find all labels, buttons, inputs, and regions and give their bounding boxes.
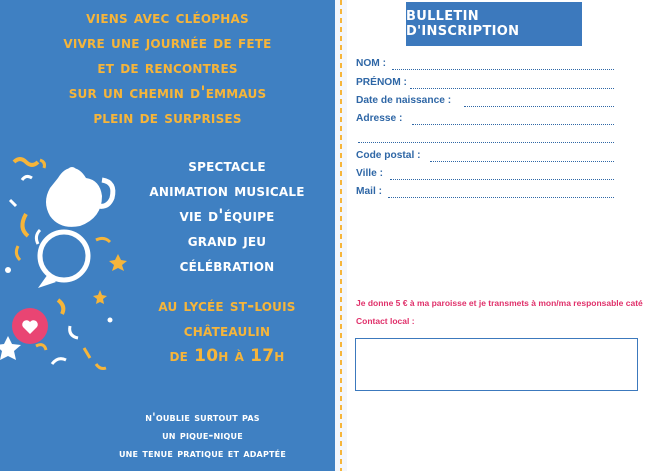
- activity-item: célébration: [179, 256, 275, 276]
- intro-line: sur un chemin d'emmaus: [68, 83, 267, 103]
- field-label-adresse: Adresse :: [356, 113, 403, 124]
- field-label-ville: Ville :: [356, 168, 383, 179]
- location-line: au lycée st-louis: [158, 296, 296, 316]
- field-line-ville[interactable]: [390, 179, 614, 180]
- intro-text: [0, 6, 335, 131]
- field-line-mail[interactable]: [388, 197, 614, 198]
- speech-bubble-icon: [38, 232, 88, 288]
- donation-text: Je donne 5 € à ma paroisse et je transmets à mon/ma responsable caté: [356, 298, 643, 308]
- activity-item: spectacle: [188, 156, 266, 176]
- field-label-prenom: PRÉNOM :: [356, 77, 407, 88]
- activities-list: [112, 154, 342, 279]
- intro-line: plein de surprises: [93, 108, 242, 128]
- activity-item: vie d'équipe: [179, 206, 275, 226]
- location-line: de 10h à 17h: [169, 346, 285, 366]
- field-line-nom[interactable]: [392, 69, 614, 70]
- field-label-nom: NOM :: [356, 58, 386, 69]
- field-line-adresse[interactable]: [412, 124, 614, 125]
- intro-line: et de rencontres: [97, 58, 238, 78]
- tear-off-perforation: [335, 0, 347, 471]
- activity-item: animation musicale: [149, 181, 305, 201]
- field-label-code-postal: Code postal :: [356, 150, 421, 161]
- intro-line: vivre une journée de fete: [63, 33, 272, 53]
- contact-label: Contact local :: [356, 316, 415, 326]
- event-location: [112, 294, 342, 369]
- pitcher-icon: [46, 167, 113, 227]
- note-line: n'oublie surtout pas: [145, 410, 260, 424]
- registration-panel: [347, 0, 666, 471]
- form-title: BULLETIN D'INSCRIPTION: [406, 2, 582, 46]
- intro-line: viens avec cléophas: [86, 8, 249, 28]
- field-line-naissance[interactable]: [464, 106, 614, 107]
- field-label-mail: Mail :: [356, 186, 383, 197]
- contact-box[interactable]: [355, 338, 638, 391]
- location-line: châteaulin: [183, 321, 271, 341]
- note-line: une tenue pratique et adaptée: [118, 446, 287, 460]
- activity-item: grand jeu: [187, 231, 267, 251]
- note-line: un pique-nique: [162, 428, 243, 442]
- field-line-adresse-2[interactable]: [358, 142, 614, 143]
- field-line-code-postal[interactable]: [430, 161, 614, 162]
- field-line-prenom[interactable]: [410, 88, 614, 89]
- heart-circle-icon: [12, 308, 48, 344]
- field-label-naissance: Date de naissance :: [356, 95, 452, 106]
- reminder-notes: [80, 408, 325, 462]
